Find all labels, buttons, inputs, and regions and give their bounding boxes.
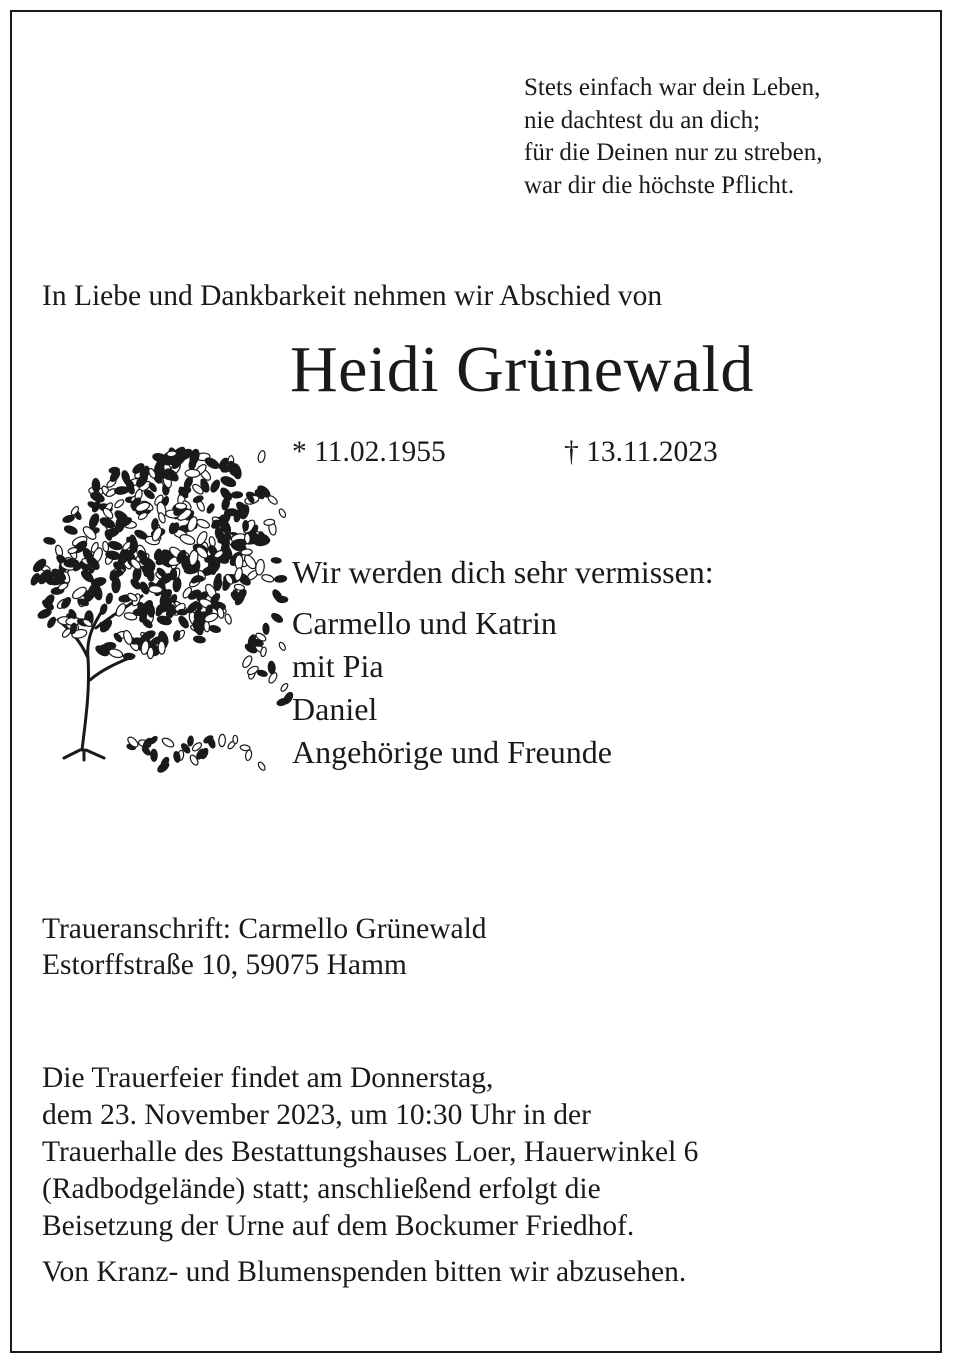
tree-with-blowing-leaves-icon <box>24 418 314 788</box>
poem-line: war dir die höchste Pflicht. <box>524 171 795 199</box>
ceremony-details <box>42 1060 698 1245</box>
mourning-address <box>42 911 487 983</box>
closing-note: Von Kranz- und Blumenspenden bitten wir abzusehen. <box>42 1256 687 1288</box>
mourner-name: Daniel <box>292 691 378 727</box>
address-line: Estorffstraße 10, 59075 Hamm <box>42 949 407 981</box>
mourner-name: mit Pia <box>292 648 384 684</box>
mourners-heading: Wir werden dich sehr vermissen: <box>292 554 714 590</box>
intro-text: In Liebe und Dankbarkeit nehmen wir Abschied von <box>42 280 663 312</box>
poem-line: nie dachtest du an dich; <box>524 106 761 134</box>
ceremony-line: dem 23. November 2023, um 10:30 Uhr in der <box>42 1099 591 1131</box>
poem-line: Stets einfach war dein Leben, <box>524 74 821 101</box>
death-date: † 13.11.2023 <box>564 436 718 468</box>
birth-date: * 11.02.1955 <box>292 436 446 468</box>
life-dates <box>292 436 718 469</box>
poem-line: für die Deinen nur zu streben, <box>524 139 823 166</box>
deceased-name: Heidi Grünewald <box>290 333 754 406</box>
ceremony-line: Trauerhalle des Bestattungshauses Loer, Hauerwinkel 6 <box>42 1136 699 1168</box>
mourner-name: Carmello und Katrin <box>292 605 557 641</box>
ceremony-line: (Radbodgelände) statt; anschließend erfolgt die <box>42 1173 601 1205</box>
poem <box>524 72 823 202</box>
mourners-block <box>292 551 714 774</box>
ceremony-line: Die Trauerfeier findet am Donnerstag, <box>42 1062 494 1094</box>
ceremony-line: Beisetzung der Urne auf dem Bockumer Friedhof. <box>42 1210 635 1242</box>
address-line: Traueranschrift: Carmello Grünewald <box>42 913 487 945</box>
mourner-name: Angehörige und Freunde <box>292 734 612 770</box>
